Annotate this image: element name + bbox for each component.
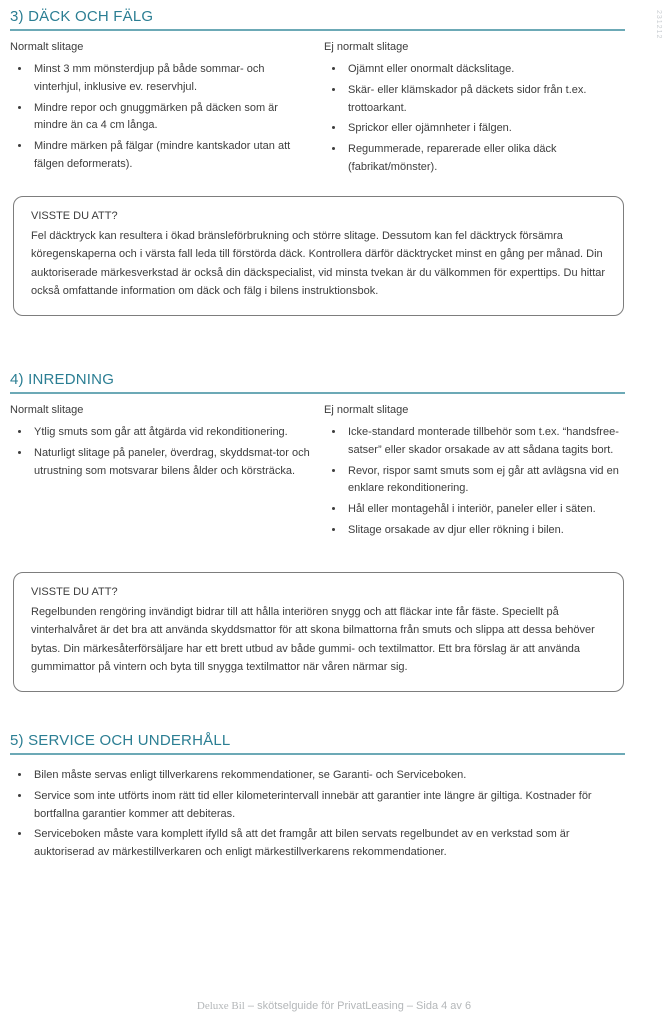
bullet-item: • Minst 3 mm mönsterdjup på både sommar- och vinterhjul, inklusive ev. reservhjul. xyxy=(31,61,312,97)
bullet-item: • Service som inte utförts inom rätt tid eller kilometerintervall innebär att garantier inte längre är giltiga. Kostnader för bortfallna garantier kommer att debiteras. xyxy=(31,788,625,824)
section-interior xyxy=(10,371,625,543)
bullet-item: • Regummerade, reparerade eller olika däck (fabrikat/mönster). xyxy=(345,141,625,177)
normal-wear-column xyxy=(10,41,312,180)
normal-wear-list xyxy=(10,61,312,174)
info-box-interior xyxy=(13,572,624,692)
abnormal-wear-column xyxy=(324,41,625,180)
bullet-item: • Slitage orsakade av djur eller rökning i bilen. xyxy=(345,522,625,540)
abnormal-wear-column xyxy=(324,404,625,543)
bullet-item: • Mindre repor och gnuggmärken på däcken som är mindre än ca 4 cm långa. xyxy=(31,100,312,136)
bullet-item: • Ojämnt eller onormalt däckslitage. xyxy=(345,61,625,79)
column-label-abnormal: Ej normalt slitage xyxy=(324,41,409,53)
bullet-item: • Serviceboken måste vara komplett ifylld så att det framgår att bilen servats regelbundet av en verkstad som är auktoriserad av märkestillverkaren och enligt märkestillverkarens rekommendationer. xyxy=(31,826,625,862)
bullet-item: • Icke-standard monterade tillbehör som t.ex. “handsfree-satser” eller skador orsakade av att sådana tagits bort. xyxy=(345,424,625,460)
bullet-item: • Hål eller montagehål i interiör, paneler eller i säten. xyxy=(345,501,625,519)
bullet-item: • Mindre märken på fälgar (mindre kantskador utan att fälgen deformerats). xyxy=(31,138,312,174)
service-list xyxy=(10,767,625,862)
info-box-body: Regelbunden rengöring invändigt bidrar till att hålla interiören snygg och att fläckar inte får fäste. Speciellt på vinterhalvåret är det bra att använda skyddsmattor för att skona bilmattorna från smuts och slippa att dessa behöver bytas. Din märkesåterförsäljare har ett brett utbud av både gummi- och textilmattor. Ett bra förslag är att använda gummimattor på vintern och byta till snygga textilmattor när våren närmar sig. xyxy=(31,606,595,674)
info-box-title: VISSTE DU ATT? xyxy=(31,210,118,222)
section-service xyxy=(10,732,625,865)
page-side-note: 231212 xyxy=(655,10,662,40)
bullet-item: • Bilen måste servas enligt tillverkarens rekommendationer, se Garanti- och Serviceboken. xyxy=(31,767,625,785)
normal-wear-column xyxy=(10,404,312,543)
footer-brand: Deluxe Bil xyxy=(196,1000,245,1012)
section-tires-title: 3) DÄCK OCH FÄLG xyxy=(10,8,625,31)
section-interior-title: 4) INREDNING xyxy=(10,371,625,394)
bullet-item: • Revor, rispor samt smuts som ej går att avlägsna vid en enklare rekonditionering. xyxy=(345,463,625,499)
normal-wear-list xyxy=(10,424,312,480)
column-label-abnormal: Ej normalt slitage xyxy=(324,404,409,416)
abnormal-wear-list xyxy=(324,424,625,540)
bullet-item: • Skär- eller klämskador på däckets sidor från t.ex. trottoarkant. xyxy=(345,82,625,118)
bullet-item: • Sprickor eller ojämnheter i fälgen. xyxy=(345,120,625,138)
column-label-normal: Normalt slitage xyxy=(10,41,84,53)
bullet-item: • Naturligt slitage på paneler, överdrag, skyddsmat-tor och utrustning som motsvarar bilens ålder och körsträcka. xyxy=(31,445,312,481)
section-tires xyxy=(10,8,625,180)
footer-text: – skötselguide för PrivatLeasing – Sida 4 av 6 xyxy=(247,1000,472,1012)
section-interior-columns xyxy=(10,404,625,543)
info-box-tires xyxy=(13,196,624,316)
bullet-item: • Ytlig smuts som går att åtgärda vid rekonditionering. xyxy=(31,424,312,442)
abnormal-wear-list xyxy=(324,61,625,177)
section-tires-columns xyxy=(10,41,625,180)
info-box-title: VISSTE DU ATT? xyxy=(31,586,118,598)
info-box-body: Fel däcktryck kan resultera i ökad bränsleförbrukning och större slitage. Dessutom kan fel däcktryck försämra köregenskaperna och i värsta fall leda till förstörda däck. Kontrollera därför däcktrycket minst en gång per månad. Din auktoriserade märkesverkstad är också din däckspecialist, vid minsta tvekan är du välkommen för experttips. Du hittar också omfattande information om däck och fälg i bilens instruktionsbok. xyxy=(31,230,606,298)
section-service-title: 5) SERVICE OCH UNDERHÅLL xyxy=(10,732,625,755)
page-footer xyxy=(0,1000,668,1012)
column-label-normal: Normalt slitage xyxy=(10,404,84,416)
